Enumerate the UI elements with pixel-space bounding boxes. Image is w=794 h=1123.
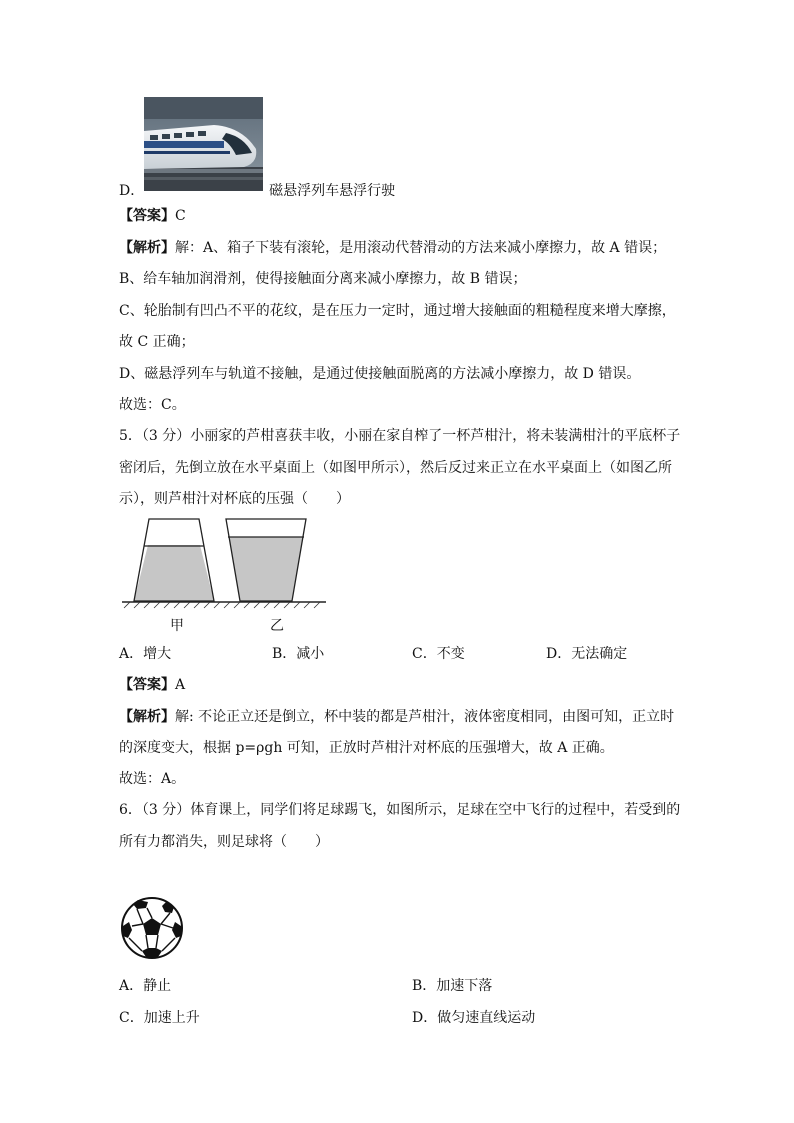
q6-option-d: D．做匀速直线运动 <box>412 1010 536 1026</box>
q5-conclusion: 故选：A。 <box>119 771 186 787</box>
q4-conclusion: 故选：C。 <box>119 397 186 413</box>
cup-inverted <box>134 519 214 601</box>
q5-option-d: D．无法确定 <box>546 646 628 662</box>
q5-stem-line-3: 示），则芦柑汁对杯底的压强（ ） <box>119 491 350 507</box>
q5-stem-line-1: 5．（3 分）小丽家的芦柑喜获丰收，小丽在家自榨了一杯芦柑汁，将未装满柑汁的平底杯子 <box>119 428 681 444</box>
q6-option-a: A．静止 <box>119 978 172 994</box>
train-photo <box>144 97 263 191</box>
q6-stem-line-1: 6．（3 分）体育课上，同学们将足球踢飞，如图所示，足球在空中飞行的过程中，若受到的 <box>119 802 681 818</box>
q4-analysis-line-5: D、磁悬浮列车与轨道不接触，是通过使接触面脱离的方法减小摩擦力，故 D 错误。 <box>119 366 641 382</box>
analysis-text: 解：A、箱子下装有滚轮，是用滚动代替滑动的方法来减小摩擦力，故 A 错误； <box>175 240 667 256</box>
figure-label-right: 乙 <box>270 618 284 634</box>
q4-analysis-line-2: B、给车轴加润滑剂，使得接触面分离来减小摩擦力，故 B 错误； <box>119 271 527 287</box>
q5-stem-line-2: 密闭后，先倒立放在水平桌面上（如图甲所示），然后反过来正立在水平桌面上（如图乙所 <box>119 460 672 476</box>
answer-tag: 【答案】 <box>119 677 175 693</box>
q4-analysis-line-1 <box>119 238 666 258</box>
analysis-text: 解: 不论正立还是倒立，杯中装的都是芦柑汁，液体密度相同，由图可知，正立时 <box>175 709 675 725</box>
figure-label-left: 甲 <box>170 618 184 634</box>
analysis-tag: 【解析】 <box>119 709 175 725</box>
answer-value: C <box>175 208 186 224</box>
q5-option-b: B．减小 <box>272 646 325 662</box>
maglev-train-image <box>144 97 263 191</box>
q5-analysis-line-1 <box>119 707 674 727</box>
q5-answer <box>119 675 185 695</box>
q6-option-b: B．加速下落 <box>412 978 493 994</box>
q5-option-c: C．不变 <box>412 646 465 662</box>
cup-upright <box>226 519 306 601</box>
option-d-letter: D． <box>119 183 145 199</box>
q5-option-a: A．增大 <box>119 646 172 662</box>
q6-option-c: C．加速上升 <box>119 1010 200 1026</box>
q4-analysis-line-3: C、轮胎制有凹凸不平的花纹，是在压力一定时，通过增大接触面的粗糙程度来增大摩擦， <box>119 303 676 319</box>
cups-figure <box>120 515 330 610</box>
q5-analysis-line-2: 的深度变大，根据 p=ρgh 可知，正放时芦柑汁对杯底的压强增大，故 A 正确。 <box>119 740 614 756</box>
option-d-line <box>119 181 395 201</box>
soccer-ball-icon <box>120 896 184 960</box>
option-d-text: 磁悬浮列车悬浮行驶 <box>269 183 396 199</box>
q4-answer <box>119 206 186 226</box>
answer-tag: 【答案】 <box>119 208 175 224</box>
answer-value: A <box>175 677 186 693</box>
q6-stem-line-2: 所有力都消失，则足球将（ ） <box>119 834 329 850</box>
soccer-ball-figure <box>120 896 184 960</box>
analysis-tag: 【解析】 <box>119 240 175 256</box>
q4-analysis-line-4: 故 C 正确； <box>119 334 195 350</box>
